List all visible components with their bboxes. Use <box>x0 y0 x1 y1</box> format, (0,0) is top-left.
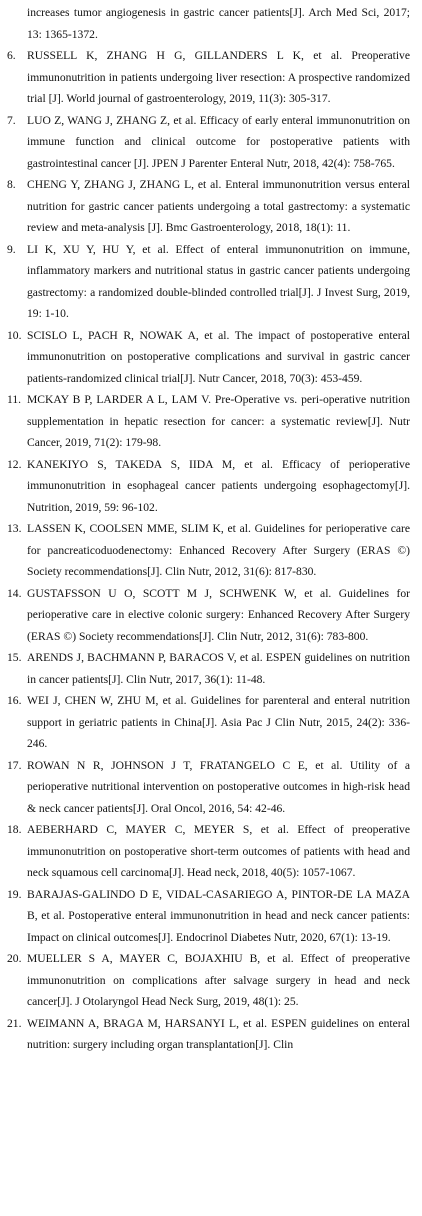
reference-item <box>7 239 410 325</box>
reference-number: 15. <box>7 651 22 664</box>
reference-number: 11. <box>7 393 22 406</box>
reference-item <box>7 389 410 454</box>
reference-text: LASSEN K, COOLSEN MME, SLIM K, et al. Guidelines for perioperative care for pancreaticoduodenectomy: Enhanced Recovery After Surgery (ERAS ©) Society recommendations[J]. Clin Nutr, 2012, 31(6): 817-830. <box>27 522 410 578</box>
reference-number: 10. <box>7 328 22 342</box>
reference-item <box>7 948 410 1013</box>
reference-item <box>7 2 410 45</box>
reference-text: KANEKIYO S, TAKEDA S, IIDA M, et al. Efficacy of perioperative immunonutrition in esophageal cancer patients undergoing esophagectomy[J]. Nutrition, 2019, 59: 96-102. <box>27 457 410 514</box>
reference-text: increases tumor angiogenesis in gastric cancer patients[J]. Arch Med Sci, 2017; 13: 1365-1372. <box>27 6 410 41</box>
reference-number: 14. <box>7 586 22 600</box>
reference-text: ARENDS J, BACHMANN P, BARACOS V, et al. ESPEN guidelines on nutrition in cancer patients[J]. Clin Nutr, 2017, 36(1): 11-48. <box>27 651 410 686</box>
reference-item <box>7 45 410 110</box>
reference-text: CHENG Y, ZHANG J, ZHANG L, et al. Enteral immunonutrition versus enteral nutrition for gastric cancer patients undergoing a total gastrectomy: a systematic review and meta-analysis [J]. Bmc Gastroenterology, 2018, 18(1): 11. <box>27 178 410 234</box>
reference-text: SCISLO L, PACH R, NOWAK A, et al. The impact of postoperative enteral immunonutrition on postoperative complications and survival in gastric cancer patients-randomized clinical trial[J]. Nutr Cancer, 2018, 70(3): 453-459. <box>27 328 410 385</box>
reference-text: LI K, XU Y, HU Y, et al. Effect of enteral immunonutrition on immune, inflammatory markers and nutritional status in gastric cancer patients undergoing gastrectomy: a randomized double-blinded controlled trial[J]. J Invest Surg, 2019, 19: 1-10. <box>27 242 410 320</box>
reference-number: 7. <box>7 113 16 127</box>
reference-number: 13. <box>7 522 22 535</box>
reference-number: 17. <box>7 758 22 772</box>
reference-text: ROWAN N R, JOHNSON J T, FRATANGELO C E, et al. Utility of a perioperative nutritional intervention on postoperative outcomes in high-risk head & neck cancer patients[J]. Oral Oncol, 2016, 54: 42-46. <box>27 758 410 815</box>
reference-text: WEIMANN A, BRAGA M, HARSANYI L, et al. ESPEN guidelines on enteral nutrition: surgery including organ transplantation[J]. Clin <box>27 1016 410 1051</box>
reference-item <box>7 755 410 820</box>
reference-number: 9. <box>7 242 16 256</box>
reference-text: LUO Z, WANG J, ZHANG Z, et al. Efficacy of early enteral immunonutrition on immune function and clinical outcome for postoperative patients with gastrointestinal cancer [J]. JPEN J Parenter Enteral Nutr, 2018, 42(4): 758-765. <box>27 113 410 170</box>
reference-text: GUSTAFSSON U O, SCOTT M J, SCHWENK W, et al. Guidelines for perioperative care in elective colonic surgery: Enhanced Recovery After Surgery (ERAS ©) Society recommendations[J]. Clin Nutr, 2012, 31(6): 783-800. <box>27 586 410 643</box>
reference-item <box>7 174 410 239</box>
reference-text: AEBERHARD C, MAYER C, MEYER S, et al. Effect of preoperative immunonutrition on postoperative short-term outcomes of patients with head and neck squamous cell carcinoma[J]. Head neck, 2018, 40(5): 1057-1067. <box>27 823 410 879</box>
reference-item <box>7 325 410 390</box>
reference-item <box>7 884 410 949</box>
reference-number: 18. <box>7 823 22 836</box>
reference-item <box>7 819 410 884</box>
reference-item <box>7 454 410 519</box>
reference-text: MCKAY B P, LARDER A L, LAM V. Pre-Operative vs. peri-operative nutrition supplementation in hepatic resection for cancer: a systematic review[J]. Nutr Cancer, 2019, 71(2): 179-98. <box>27 393 410 449</box>
reference-item <box>7 690 410 755</box>
reference-number: 16. <box>7 694 22 707</box>
reference-item <box>7 110 410 175</box>
reference-list <box>7 2 410 1056</box>
reference-number: 6. <box>7 49 16 62</box>
reference-text: MUELLER S A, MAYER C, BOJAXHIU B, et al. Effect of preoperative immunonutrition on complications after salvage surgery in head and neck cancer[J]. J Otolaryngol Head Neck Surg, 2019, 48(1): 25. <box>27 952 410 1008</box>
reference-number: 20. <box>7 952 22 965</box>
reference-number: 12. <box>7 457 22 471</box>
reference-item <box>7 583 410 648</box>
reference-text: BARAJAS-GALINDO D E, VIDAL-CASARIEGO A, PINTOR-DE LA MAZA B, et al. Postoperative enteral immunonutrition in head and neck cancer patients: Impact on clinical outcomes[J]. Endocrinol Diabetes Nutr, 2020, 67(1): 13-19. <box>27 887 410 944</box>
reference-item <box>7 1013 410 1056</box>
reference-text: RUSSELL K, ZHANG H G, GILLANDERS L K, et al. Preoperative immunonutrition in patients undergoing liver resection: A prospective randomized trial [J]. World journal of gastroenterology, 2019, 11(3): 305-317. <box>27 49 410 105</box>
reference-item <box>7 647 410 690</box>
reference-item <box>7 518 410 583</box>
reference-number: 19. <box>7 887 22 901</box>
reference-number: 8. <box>7 178 16 191</box>
reference-text: WEI J, CHEN W, ZHU M, et al. Guidelines for parenteral and enteral nutrition support in geriatric patients in China[J]. Asia Pac J Clin Nutr, 2015, 24(2): 336-246. <box>27 694 410 750</box>
reference-number: 21. <box>7 1016 22 1030</box>
